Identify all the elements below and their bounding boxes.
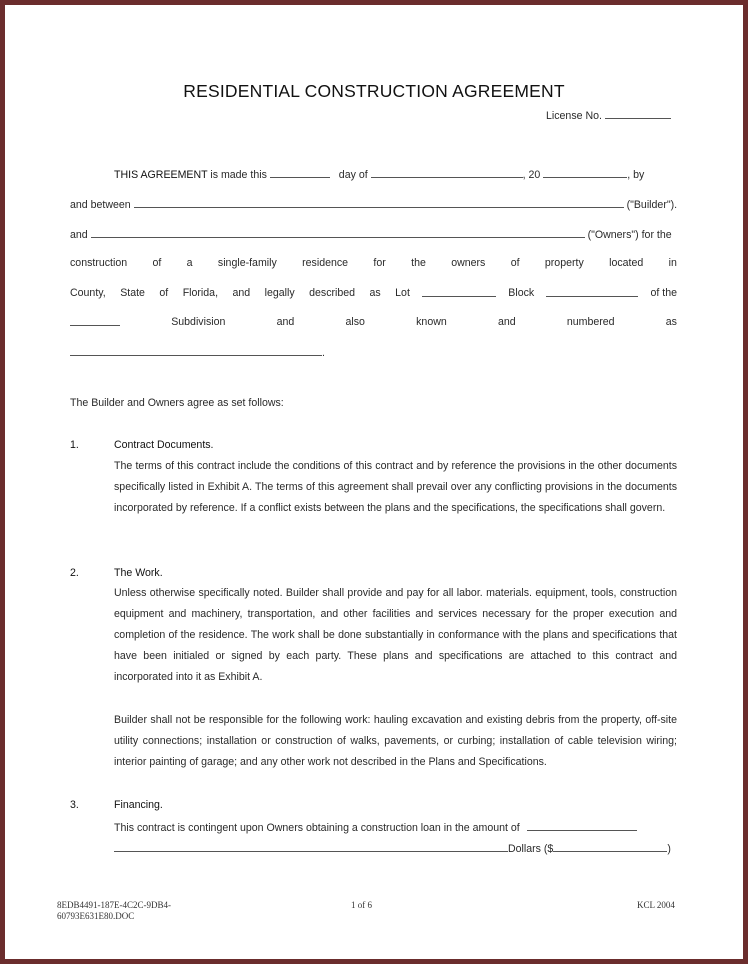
- word: also: [345, 316, 365, 328]
- word: Florida,: [182, 287, 219, 299]
- year-prefix: , 20: [522, 169, 541, 181]
- word: a: [186, 257, 193, 269]
- section-paragraph: Builder shall not be responsible for the following work: hauling excavation and existing debris from the property, off-site utility connections; installation or construction of walks, pavements, or curbing; installation of cable television wiring; interior painting of garage; and any other work not described in the Plans and Specifications.: [114, 714, 677, 768]
- and-text: and: [70, 229, 88, 241]
- footer-code: KCL 2004: [637, 900, 675, 910]
- builder-name-field[interactable]: [134, 198, 624, 208]
- dollars-label: Dollars ($: [508, 843, 554, 855]
- word: and: [497, 316, 516, 328]
- word: Subdivision: [171, 316, 226, 328]
- subdivision-field[interactable]: [70, 316, 120, 326]
- footer-doc-id-2: 60793E631E80.DOC: [57, 911, 135, 921]
- financing-line-2: [114, 842, 671, 855]
- preamble-line-6: [70, 316, 677, 328]
- day-of-text: day of: [338, 169, 368, 181]
- word: described: [309, 287, 356, 299]
- section-number: 2.: [70, 567, 79, 579]
- word: known: [416, 316, 447, 328]
- word: legally: [264, 287, 295, 299]
- word: property: [544, 257, 584, 269]
- address-field[interactable]: [70, 346, 322, 356]
- of-the-text: of the: [650, 287, 677, 299]
- loan-dollars-field[interactable]: [553, 842, 667, 852]
- word: located: [609, 257, 644, 269]
- word: of: [510, 257, 520, 269]
- preamble-line-5: [70, 287, 677, 299]
- word: residence: [302, 257, 349, 269]
- word: the: [411, 257, 426, 269]
- day-field[interactable]: [270, 168, 330, 178]
- and-between-text: and between: [70, 199, 131, 211]
- block-label: Block: [508, 287, 535, 299]
- word: County,: [70, 287, 106, 299]
- owners-name-field[interactable]: [91, 228, 585, 238]
- preamble-line-1: [114, 168, 644, 181]
- section-heading: Financing.: [114, 799, 163, 811]
- license-field[interactable]: [605, 109, 671, 119]
- close-paren: ): [667, 843, 671, 855]
- section-number: 1.: [70, 439, 79, 451]
- license-line: [546, 109, 671, 122]
- word: owners: [451, 257, 486, 269]
- section-number: 3.: [70, 799, 79, 811]
- license-label: License No.: [546, 110, 602, 122]
- section-heading: The Work.: [114, 567, 163, 579]
- block-field[interactable]: [546, 287, 638, 297]
- word: of: [159, 287, 169, 299]
- owners-tag: ("Owners") for the: [587, 229, 672, 241]
- word: construction: [70, 257, 128, 269]
- footer-page-number: 1 of 6: [351, 900, 372, 910]
- word: as: [665, 316, 677, 328]
- by-text: , by: [627, 169, 645, 181]
- word: as: [369, 287, 381, 299]
- financing-text: This contract is contingent upon Owners obtaining a construction loan in the amount of: [114, 822, 520, 834]
- word: of: [152, 257, 162, 269]
- word: for: [373, 257, 386, 269]
- preamble-line-4: [70, 257, 677, 269]
- agree-line: The Builder and Owners agree as set follows:: [70, 397, 284, 409]
- document-title: RESIDENTIAL CONSTRUCTION AGREEMENT: [183, 81, 565, 101]
- word: and: [276, 316, 295, 328]
- preamble-line-7: [70, 346, 325, 359]
- preamble-line-3: [70, 228, 672, 241]
- lot-field[interactable]: [422, 287, 496, 297]
- loan-amount-words-field[interactable]: [114, 842, 508, 852]
- county-words: [70, 287, 410, 299]
- loan-amount-field[interactable]: [527, 821, 637, 831]
- section-paragraph: Unless otherwise specifically noted. Builder shall provide and pay for all labor. materials. equipment, tools, construction equipment and machinery, transportation, and other facilities and services necessary for the proper execution and completion of the residence. The work shall be done substantially in conformance with the plans and specifications that have been initialed or signed by each party. These plans and specifications are attached to this contract and incorporated into it as Exhibit A.: [114, 587, 677, 683]
- made-this-text: is made this: [210, 169, 267, 181]
- month-field[interactable]: [371, 168, 523, 178]
- word: numbered: [566, 316, 615, 328]
- word: Lot: [395, 287, 410, 299]
- document-page: [5, 5, 743, 959]
- footer-doc-id: 8EDB4491-187E-4C2C-9DB4-: [57, 900, 171, 910]
- word: and: [232, 287, 251, 299]
- builder-tag: ("Builder").: [626, 199, 678, 211]
- period: .: [322, 347, 325, 359]
- preamble-line-2: [70, 198, 677, 211]
- section-heading: Contract Documents.: [114, 439, 214, 451]
- this-agreement-label: THIS AGREEMENT: [114, 169, 208, 181]
- section-paragraph: The terms of this contract include the conditions of this contract and by reference the provisions in the other documents specifically listed in Exhibit A. The terms of this agreement shall prevail over any conflicting provisions in the documents incorporated by reference. If a conflict exists between the plans and the specifications, the specifications shall govern.: [114, 460, 677, 514]
- word: single-family: [217, 257, 277, 269]
- year-field[interactable]: [543, 168, 627, 178]
- word: in: [668, 257, 677, 269]
- word: State: [120, 287, 145, 299]
- financing-line-1: [114, 821, 637, 834]
